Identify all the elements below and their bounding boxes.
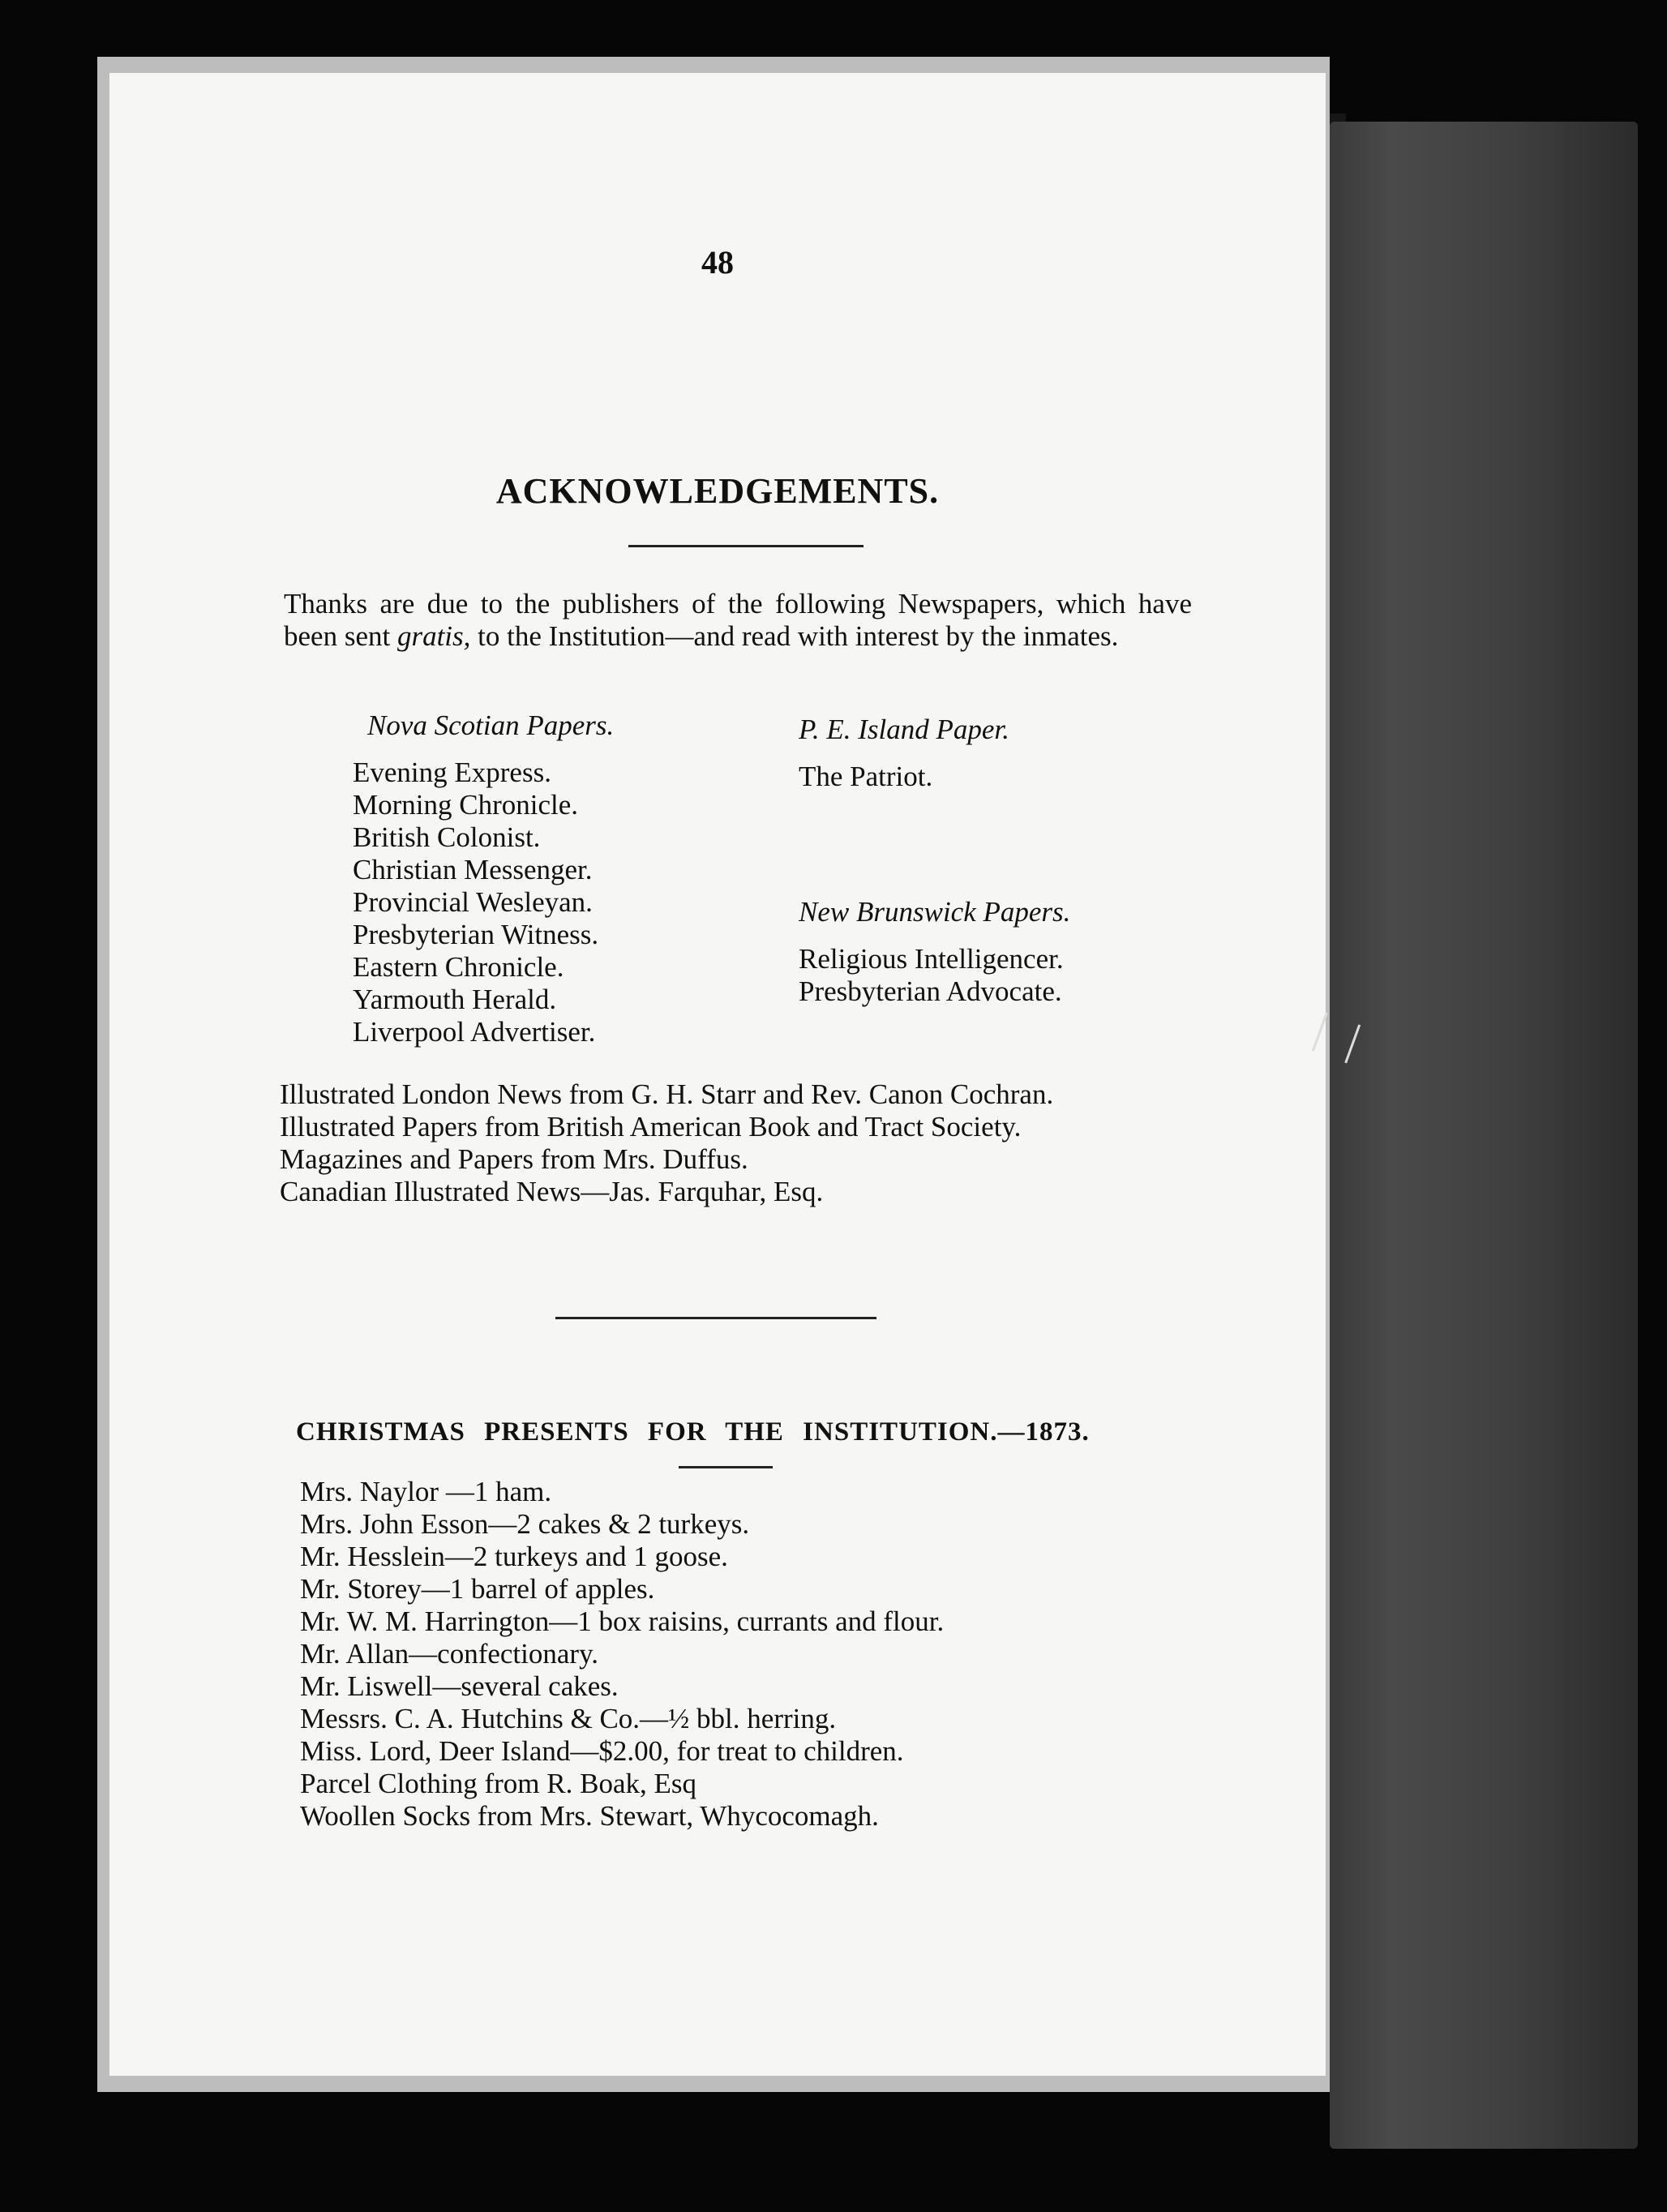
- list-item: Mr. Hesslein—2 turkeys and 1 goose.: [300, 1541, 728, 1572]
- list-item: Mr. W. M. Harrington—1 box raisins, currants and flour.: [300, 1605, 945, 1637]
- intro-italic: gratis,: [396, 620, 471, 652]
- christmas-underline: [679, 1466, 773, 1468]
- list-item: British Colonist.: [353, 821, 541, 853]
- page-number: 48: [701, 244, 734, 281]
- list-item: Messrs. C. A. Hutchins & Co.—½ bbl. herring.: [300, 1703, 837, 1734]
- christmas-heading: CHRISTMAS PRESENTS FOR THE INSTITUTION.—1873.: [296, 1417, 1090, 1447]
- intro-text-start: Thanks are due to the publishers of the following Newspapers, which have been sent: [284, 588, 1192, 652]
- intro-paragraph: [284, 588, 1192, 653]
- list-item: Illustrated London News from G. H. Starr and Rev. Canon Cochran.: [280, 1078, 1054, 1110]
- list-item: Evening Express.: [353, 757, 551, 788]
- facing-page: [1330, 122, 1638, 2149]
- list-item: Mr. Liswell—several cakes.: [300, 1670, 619, 1702]
- nova-scotian-papers: [353, 709, 614, 1048]
- list-item: Religious Intelligencer.: [799, 943, 1064, 975]
- list-item: Yarmouth Herald.: [353, 984, 557, 1015]
- pei-list: [799, 761, 1009, 793]
- page-title: ACKNOWLEDGEMENTS.: [495, 471, 940, 511]
- pei-heading: P. E. Island Paper.: [799, 714, 1009, 745]
- list-item: The Patriot.: [799, 761, 933, 792]
- list-item: Christian Messenger.: [353, 854, 593, 885]
- nova-scotian-list: [353, 757, 614, 1048]
- list-item: Morning Chronicle.: [353, 789, 579, 821]
- list-item: Presbyterian Witness.: [353, 919, 599, 950]
- list-item: Woollen Socks from Mrs. Stewart, Whycocomagh.: [300, 1800, 879, 1832]
- list-item: Eastern Chronicle.: [353, 951, 564, 983]
- nova-scotian-heading: Nova Scotian Papers.: [367, 709, 615, 741]
- christmas-list: [300, 1476, 1273, 1833]
- list-item: Canadian Illustrated News—Jas. Farquhar, Esq.: [280, 1176, 824, 1207]
- list-item: Mr. Allan—confectionary.: [300, 1638, 599, 1670]
- intro-text-end: to the Institution—and read with interest by the inmates.: [470, 620, 1119, 652]
- new-brunswick-heading: New Brunswick Papers.: [799, 896, 1071, 928]
- list-item: Illustrated Papers from British American Book and Tract Society.: [280, 1111, 1022, 1142]
- list-item: Presbyterian Advocate.: [799, 975, 1062, 1007]
- list-item: Miss. Lord, Deer Island—$2.00, for treat to children.: [300, 1735, 904, 1767]
- list-item: Liverpool Advertiser.: [353, 1016, 596, 1048]
- other-papers: [280, 1078, 1253, 1208]
- list-item: Mrs. John Esson—2 cakes & 2 turkeys.: [300, 1508, 750, 1540]
- pei-papers: [799, 714, 1009, 793]
- list-item: Mrs. Naylor —1 ham.: [300, 1476, 552, 1507]
- list-item: Provincial Wesleyan.: [353, 886, 593, 918]
- section-divider: [555, 1317, 876, 1319]
- new-brunswick-list: [799, 943, 1070, 1008]
- list-item: Magazines and Papers from Mrs. Duffus.: [280, 1143, 748, 1175]
- list-item: Mr. Storey—1 barrel of apples.: [300, 1573, 655, 1605]
- document-page: [109, 73, 1326, 2076]
- title-divider: [628, 545, 863, 547]
- new-brunswick-papers: [799, 896, 1070, 1008]
- list-item: Parcel Clothing from R. Boak, Esq: [300, 1768, 696, 1799]
